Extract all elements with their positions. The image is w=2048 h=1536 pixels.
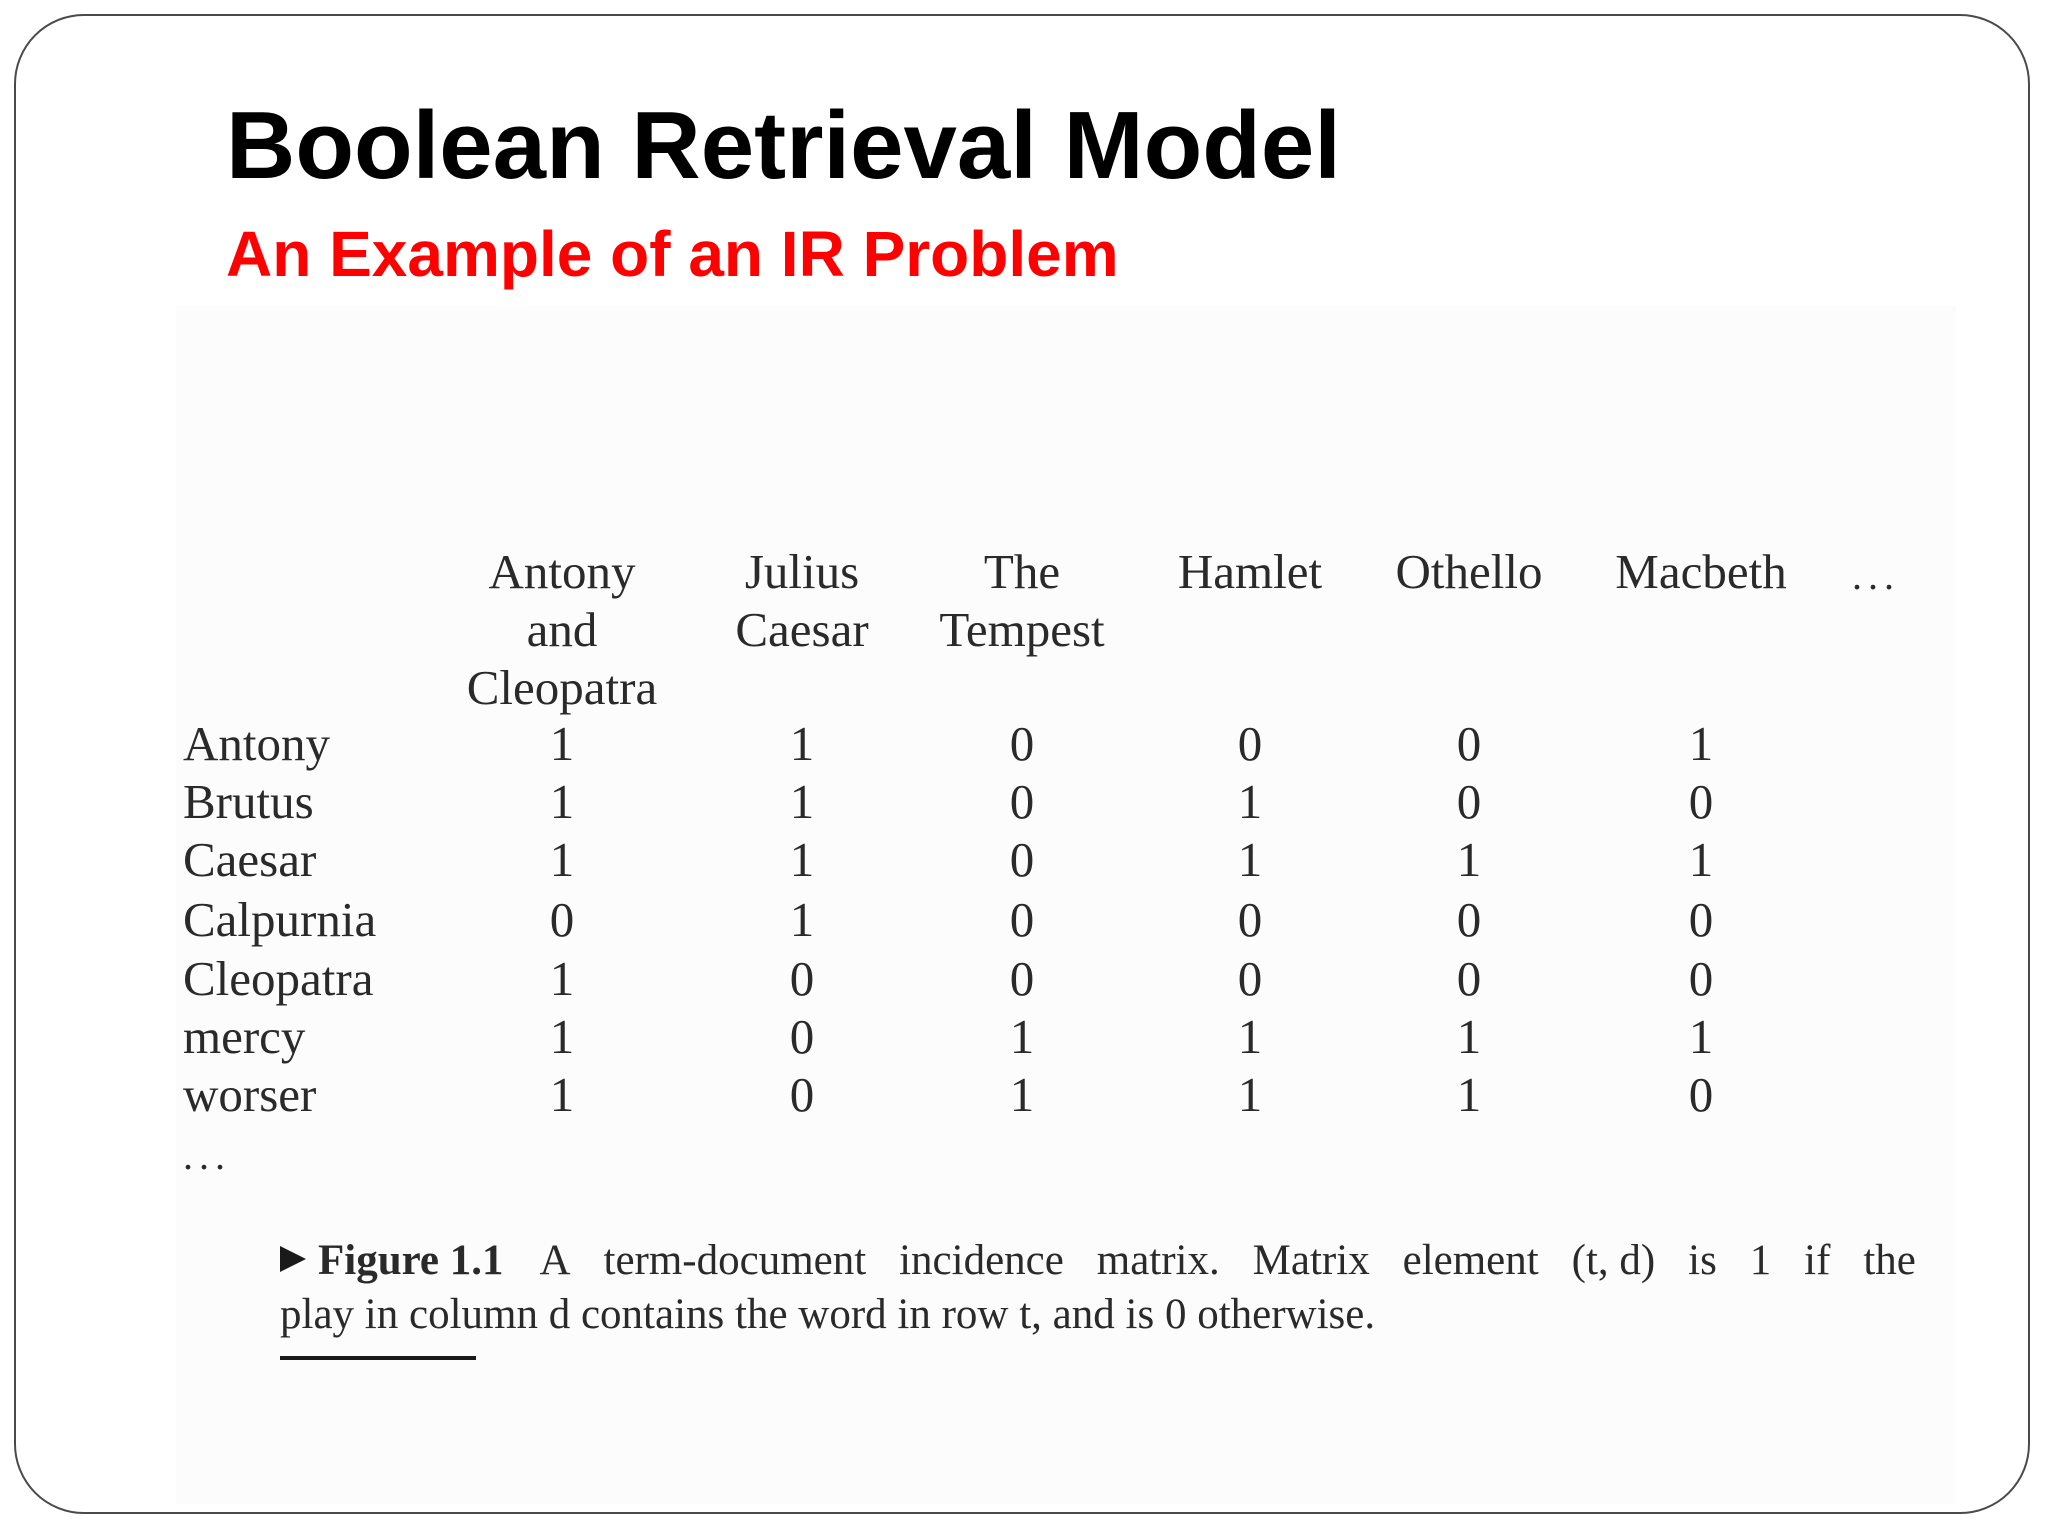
matrix-cell: 1 — [549, 1067, 575, 1122]
caption-word: element — [1402, 1237, 1539, 1284]
matrix-cell: 0 — [549, 892, 575, 947]
matrix-cell: 0 — [1237, 716, 1263, 771]
column-header — [1601, 543, 1801, 601]
row-term-label: Calpurnia — [183, 892, 377, 947]
matrix-cell: 0 — [1237, 951, 1263, 1006]
matrix-cell: 0 — [1009, 774, 1035, 829]
column-header — [1150, 543, 1350, 601]
column-header — [712, 543, 892, 659]
matrix-cell: 1 — [1456, 832, 1482, 887]
matrix-cell: 1 — [1688, 832, 1714, 887]
caption-word: A — [539, 1237, 571, 1284]
column-header — [452, 543, 672, 717]
matrix-cell: 1 — [1009, 1067, 1035, 1122]
matrix-cell: 0 — [789, 951, 815, 1006]
matrix-cell: 0 — [789, 1067, 815, 1122]
caption-word: incidence — [899, 1237, 1064, 1284]
row-term-label: Caesar — [183, 832, 317, 887]
matrix-cell: 0 — [1688, 774, 1714, 829]
column-header-line: Cleopatra — [466, 660, 658, 715]
column-header-line: Othello — [1395, 544, 1543, 599]
slide-subtitle: An Example of an IR Problem — [226, 218, 1119, 290]
matrix-cell: 0 — [1237, 892, 1263, 947]
matrix-cell: 1 — [1456, 1067, 1482, 1122]
column-header-line: Julius — [744, 544, 860, 599]
matrix-cell: 1 — [549, 716, 575, 771]
matrix-cell: 0 — [789, 1009, 815, 1064]
matrix-cell: 1 — [1237, 1009, 1263, 1064]
slide-title: Boolean Retrieval Model — [226, 92, 1341, 199]
matrix-cell: 0 — [1456, 774, 1482, 829]
triangle-marker-icon — [280, 1246, 306, 1272]
caption-line-2: play in column d contains the word in row t, and is 0 otherwise. — [280, 1291, 1376, 1338]
matrix-cell: 1 — [789, 832, 815, 887]
matrix-cell: 1 — [549, 832, 575, 887]
column-header-line: The — [983, 544, 1061, 599]
caption-word: if — [1804, 1237, 1831, 1284]
figure-label: Figure 1.1 — [318, 1237, 504, 1284]
matrix-cell: 1 — [1009, 1009, 1035, 1064]
matrix-cell: 1 — [1237, 1067, 1263, 1122]
row-term-label: mercy — [183, 1009, 306, 1064]
caption-word: term-document — [603, 1237, 867, 1284]
column-header — [917, 543, 1127, 659]
caption-figure-label-group — [280, 1234, 571, 1288]
matrix-cell: 1 — [549, 1009, 575, 1064]
matrix-cell: 0 — [1456, 951, 1482, 1006]
column-header-line: and — [526, 602, 598, 657]
matrix-cell: 0 — [1456, 892, 1482, 947]
matrix-cell: 0 — [1009, 716, 1035, 771]
matrix-cell: 0 — [1009, 892, 1035, 947]
matrix-cell: 0 — [1009, 832, 1035, 887]
column-header-line: Antony — [488, 544, 636, 599]
caption-word: is — [1688, 1237, 1717, 1284]
matrix-cell: 1 — [789, 716, 815, 771]
row-term-label: Brutus — [183, 774, 314, 829]
caption-word: Matrix — [1252, 1237, 1370, 1284]
column-header-line: Hamlet — [1177, 544, 1323, 599]
matrix-cell: 0 — [1009, 951, 1035, 1006]
caption-word: (t, d) — [1571, 1237, 1656, 1284]
caption-word: matrix. — [1096, 1237, 1220, 1284]
matrix-cell: 1 — [1688, 1009, 1714, 1064]
matrix-cell: 1 — [1237, 774, 1263, 829]
caption-line-1 — [280, 1234, 1916, 1288]
caption-word: 1 — [1749, 1237, 1772, 1284]
matrix-cell: 0 — [1688, 1067, 1714, 1122]
column-header-line: Caesar — [735, 602, 869, 657]
figure-caption — [280, 1234, 1916, 1342]
column-ellipsis: ... — [1852, 553, 1900, 598]
matrix-cell: 0 — [1688, 892, 1714, 947]
row-term-label: Cleopatra — [183, 951, 374, 1006]
row-term-label: Antony — [183, 716, 330, 771]
caption-word: the — [1863, 1237, 1916, 1284]
column-header — [1369, 543, 1569, 601]
row-ellipsis: ... — [183, 1133, 231, 1178]
matrix-cell: 1 — [1237, 832, 1263, 887]
matrix-cell: 1 — [1456, 1009, 1482, 1064]
matrix-cell: 1 — [1688, 716, 1714, 771]
column-header-line: Macbeth — [1615, 544, 1787, 599]
matrix-cell: 1 — [789, 892, 815, 947]
column-header-line: Tempest — [939, 602, 1105, 657]
matrix-cell: 1 — [789, 774, 815, 829]
matrix-cell: 0 — [1688, 951, 1714, 1006]
row-term-label: worser — [183, 1067, 317, 1122]
matrix-cell: 1 — [549, 774, 575, 829]
matrix-cell: 1 — [549, 951, 575, 1006]
matrix-cell: 0 — [1456, 716, 1482, 771]
footnote-rule — [280, 1356, 476, 1360]
